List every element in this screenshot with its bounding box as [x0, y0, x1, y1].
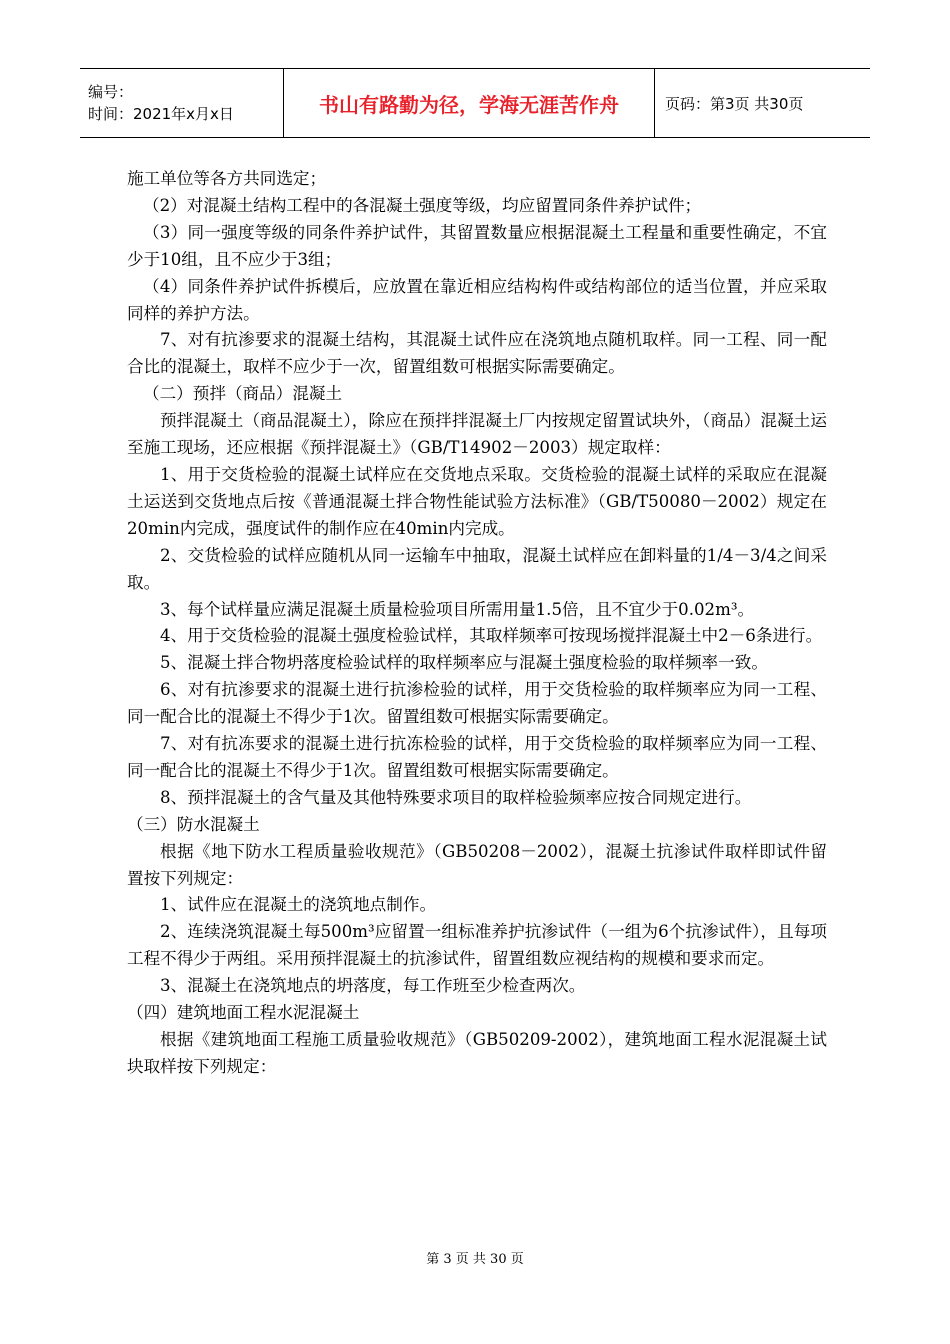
- section-heading: （二）预拌（商品）混凝土: [143, 384, 343, 404]
- footer-page-number: 第 3 页 共 30 页: [426, 1252, 524, 1267]
- paragraph: 3、混凝土在浇筑地点的坍落度，每工作班至少检查两次。: [160, 976, 586, 996]
- paragraph: 5、混凝土拌合物坍落度检验试样的取样频率应与混凝土强度检验的取样频率一致。: [160, 653, 768, 673]
- section-heading: （三）防水混凝土: [127, 814, 260, 834]
- document-body: [127, 166, 827, 1081]
- paragraph: 6、对有抗渗要求的混凝土进行抗渗检验的试样，用于交货检验的取样频率应为同一工程、同一配合比的混凝土不得少于1次。留置组数可根据实际需要确定。: [127, 680, 827, 727]
- header-motto-cell: [283, 69, 655, 137]
- paragraph: 7、对有抗冻要求的混凝土进行抗冻检验的试样，用于交货检验的取样频率应为同一工程、同一配合比的混凝土不得少于1次。留置组数可根据实际需要确定。: [127, 734, 827, 780]
- header-page-info-cell: [655, 69, 870, 137]
- paragraph: 4、用于交货检验的混凝土强度检验试样，其取样频率可按现场搅拌混凝土中2－6条进行。: [160, 626, 823, 646]
- paragraph: 3、每个试样量应满足混凝土质量检验项目所需用量1.5倍，且不宜少于0.02m³。: [160, 599, 755, 619]
- paragraph: 1、试件应在混凝土的浇筑地点制作。: [160, 895, 437, 915]
- paragraph: （4）同条件养护试件拆模后，应放置在靠近相应结构构件或结构部位的适当位置，并应采取同样的养护方法。: [127, 276, 827, 323]
- paragraph: 2、交货检验的试样应随机从同一运输车中抽取，混凝土试样应在卸料量的1/4－3/4之间采取。: [127, 545, 827, 592]
- paragraph: 8、预拌混凝土的含气量及其他特殊要求项目的取样检验频率应按合同规定进行。: [160, 787, 752, 807]
- paragraph: （2）对混凝土结构工程中的各混凝土强度等级，均应留置同条件养护试件；: [143, 195, 702, 215]
- paragraph: 7、对有抗渗要求的混凝土结构，其混凝土试件应在浇筑地点随机取样。同一工程、同一配合比的混凝土，取样不应少于一次，留置组数可根据实际需要确定。: [127, 330, 827, 377]
- header-meta: [80, 69, 283, 137]
- section-heading: （四）建筑地面工程水泥混凝土: [127, 1003, 360, 1023]
- paragraph: 根据《地下防水工程质量验收规范》（GB50208－2002），混凝土抗渗试件取样即试件留置按下列规定：: [127, 841, 827, 888]
- document-time: 时间：2021年x月x日: [88, 105, 234, 123]
- paragraph: 1、用于交货检验的混凝土试样应在交货地点采取。交货检验的混凝土试样的采取应在混凝土运送到交货地点后按《普通混凝土拌合物性能试验方法标准》（GB/T50080－2002）规定在20min内完成，强度试件的制作应在40min内完成。: [127, 464, 827, 538]
- paragraph: 预拌混凝土（商品混凝土），除应在预拌拌混凝土厂内按规定留置试块外，（商品）混凝土运至施工现场，还应根据《预拌混凝土》（GB/T14902－2003）规定取样：: [127, 411, 827, 458]
- paragraph: （3）同一强度等级的同条件养护试件，其留置数量应根据混凝土工程量和重要性确定，不宜少于10组，且不应少于3组；: [127, 222, 827, 269]
- paragraph: 施工单位等各方共同选定；: [127, 169, 327, 188]
- header-motto: 书山有路勤为径，学海无涯苦作舟: [319, 92, 619, 117]
- document-number-label: 编号：: [88, 83, 134, 101]
- paragraph: 根据《建筑地面工程施工质量验收规范》（GB50209-2002），建筑地面工程水泥混凝土试块取样按下列规定：: [127, 1030, 827, 1076]
- paragraph: 2、连续浇筑混凝土每500m³应留置一组标准养护抗渗试件（一组为6个抗渗试件），且每项工程不得少于两组。采用预拌混凝土的抗渗试件，留置组数应视结构的规模和要求而定。: [127, 922, 827, 969]
- page-header: [80, 68, 870, 138]
- page-footer: [0, 1248, 950, 1267]
- header-page-info: 页码：第3页 共30页: [665, 94, 804, 113]
